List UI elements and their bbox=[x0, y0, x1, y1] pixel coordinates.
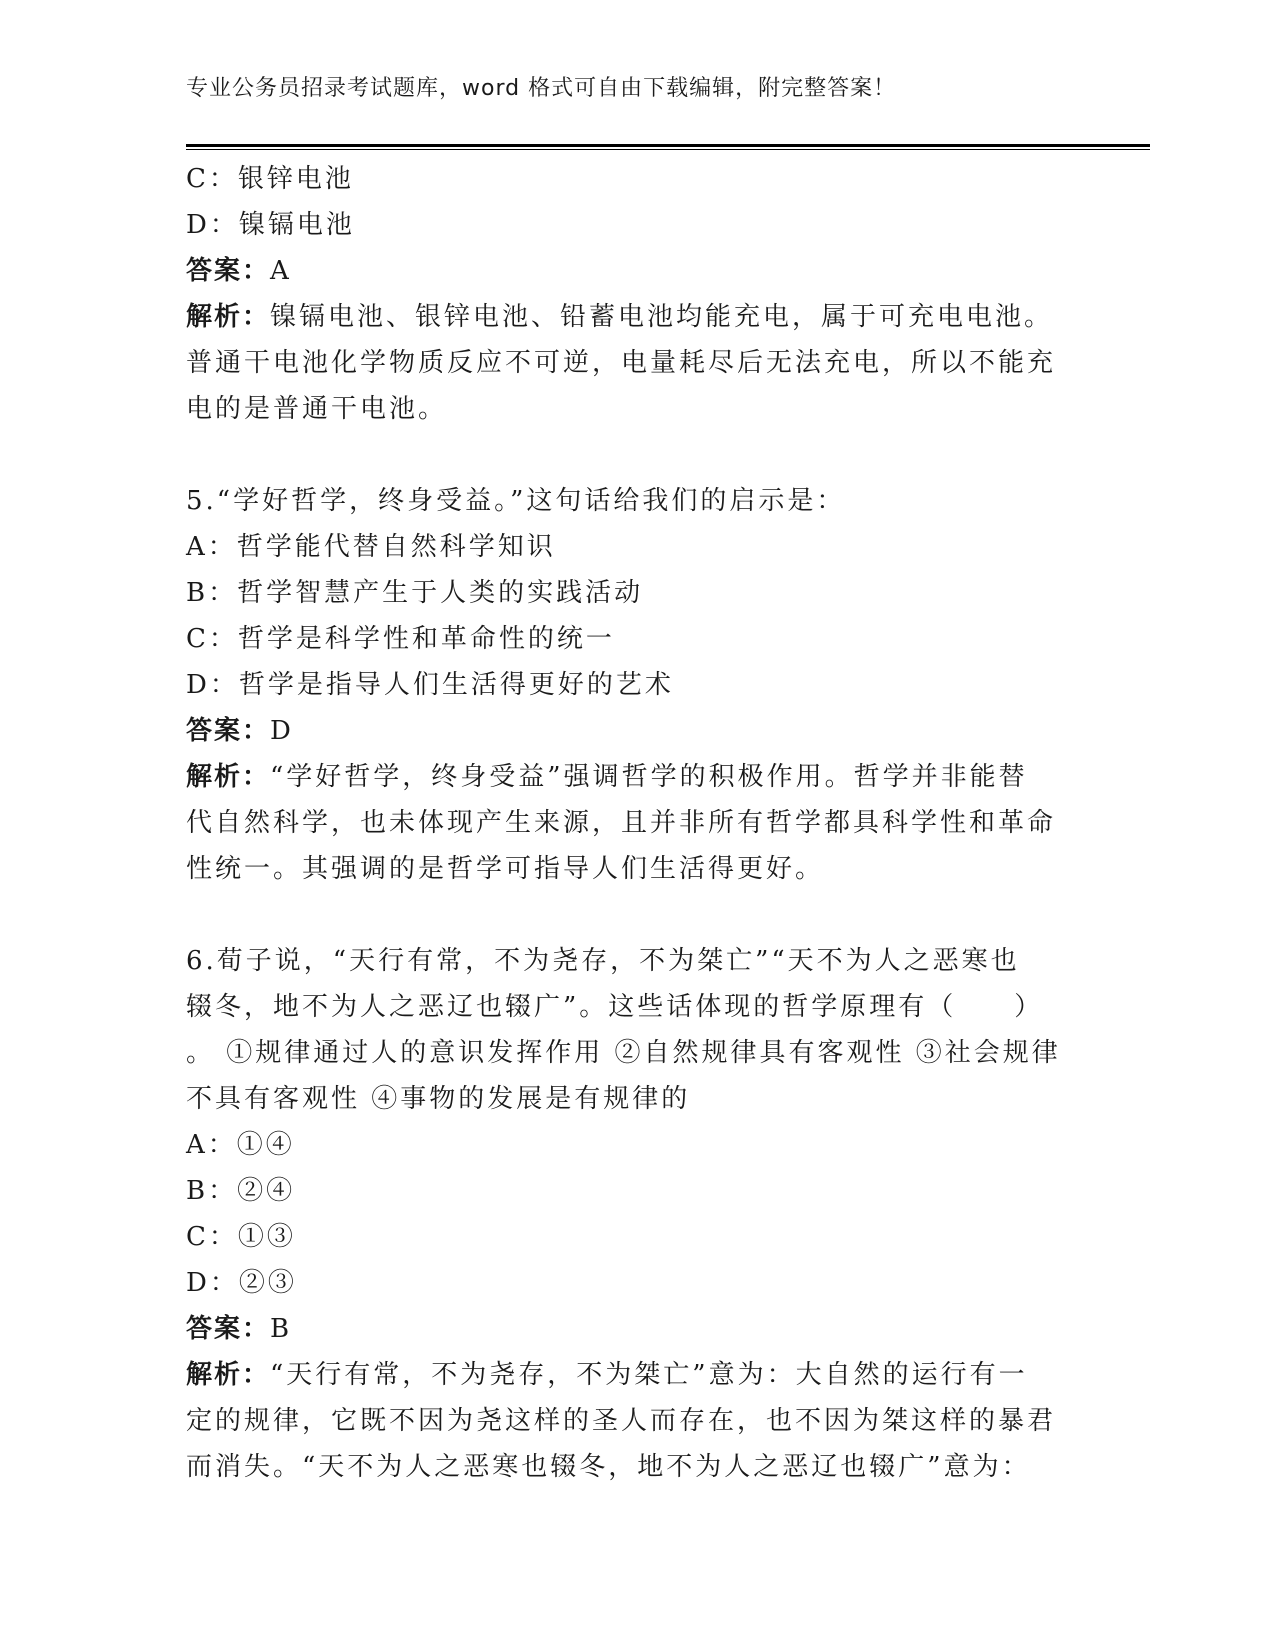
q5-option-c: C：哲学是科学性和革命性的统一 bbox=[186, 624, 615, 654]
q6-stem-line: 。 ①规律通过人的意识发挥作用 ②自然规律具有客观性 ③社会规律 bbox=[186, 1038, 1061, 1068]
analysis-label: 解析： bbox=[186, 762, 271, 792]
spacer bbox=[186, 892, 1086, 938]
answer-label: 答案： bbox=[186, 256, 271, 286]
q6-answer bbox=[186, 1306, 1086, 1352]
q6-option-c: C：①③ bbox=[186, 1222, 296, 1252]
q5-option-d: D：哲学是指导人们生活得更好的艺术 bbox=[186, 670, 674, 700]
q6-stem-line: 6.荀子说，“天行有常，不为尧存，不为桀亡”“天不为人之恶寒也 bbox=[186, 946, 1020, 976]
q5-option-b: B：哲学智慧产生于人类的实践活动 bbox=[186, 578, 644, 608]
q6-stem-line: 不具有客观性 ④事物的发展是有规律的 bbox=[186, 1084, 691, 1114]
analysis-text: “学好哲学，终身受益”强调哲学的积极作用。哲学并非能替 bbox=[270, 762, 1028, 792]
q5-analysis-line: 性统一。其强调的是哲学可指导人们生活得更好。 bbox=[186, 854, 825, 884]
answer-value: D bbox=[270, 716, 294, 746]
q4-analysis-line: 普通干电池化学物质反应不可逆，电量耗尽后无法充电，所以不能充 bbox=[186, 348, 1057, 378]
q5-analysis-line: 代自然科学，也未体现产生来源，且并非所有哲学都具科学性和革命 bbox=[186, 808, 1057, 838]
header-rule-thin bbox=[186, 149, 1150, 150]
q4-option-d: D：镍镉电池 bbox=[186, 210, 355, 240]
q6-stem-line: 辍冬，地不为人之恶辽也辍广”。这些话体现的哲学原理有（ ） bbox=[186, 992, 1044, 1022]
answer-value: A bbox=[270, 256, 292, 286]
q5-stem: 5.“学好哲学，终身受益。”这句话给我们的启示是： bbox=[186, 486, 846, 516]
q6-analysis-line: 而消失。“天不为人之恶寒也辍冬，地不为人之恶辽也辍广”意为： bbox=[186, 1452, 1031, 1482]
header-rule-thick bbox=[186, 144, 1150, 147]
q4-analysis-line: 电的是普通干电池。 bbox=[186, 394, 448, 424]
q4-option-c: C：银锌电池 bbox=[186, 164, 354, 194]
analysis-text: “天行有常，不为尧存，不为桀亡”意为：大自然的运行有一 bbox=[270, 1360, 1028, 1390]
q6-option-d: D：②③ bbox=[186, 1268, 297, 1298]
analysis-label: 解析： bbox=[186, 302, 271, 332]
q6-analysis-line: 定的规律，它既不因为尧这样的圣人而存在，也不因为桀这样的暴君 bbox=[186, 1406, 1057, 1436]
spacer bbox=[186, 432, 1086, 478]
q5-answer bbox=[186, 708, 1086, 754]
analysis-text: 镍镉电池、银锌电池、铅蓄电池均能充电，属于可充电电池。 bbox=[270, 302, 1054, 332]
analysis-label: 解析： bbox=[186, 1360, 271, 1390]
answer-label: 答案： bbox=[186, 1314, 271, 1344]
q6-analysis-line bbox=[186, 1352, 1086, 1398]
q4-answer bbox=[186, 248, 1086, 294]
q6-option-a: A：①④ bbox=[186, 1130, 295, 1160]
q4-analysis-line bbox=[186, 294, 1086, 340]
q5-option-a: A：哲学能代替自然科学知识 bbox=[186, 532, 556, 562]
answer-value: B bbox=[270, 1314, 293, 1344]
answer-label: 答案： bbox=[186, 716, 271, 746]
document-body bbox=[186, 156, 1086, 1490]
page-header: 专业公务员招录考试题库，word 格式可自由下载编辑，附完整答案！ bbox=[186, 76, 897, 101]
q6-option-b: B：②④ bbox=[186, 1176, 296, 1206]
q5-analysis-line bbox=[186, 754, 1086, 800]
